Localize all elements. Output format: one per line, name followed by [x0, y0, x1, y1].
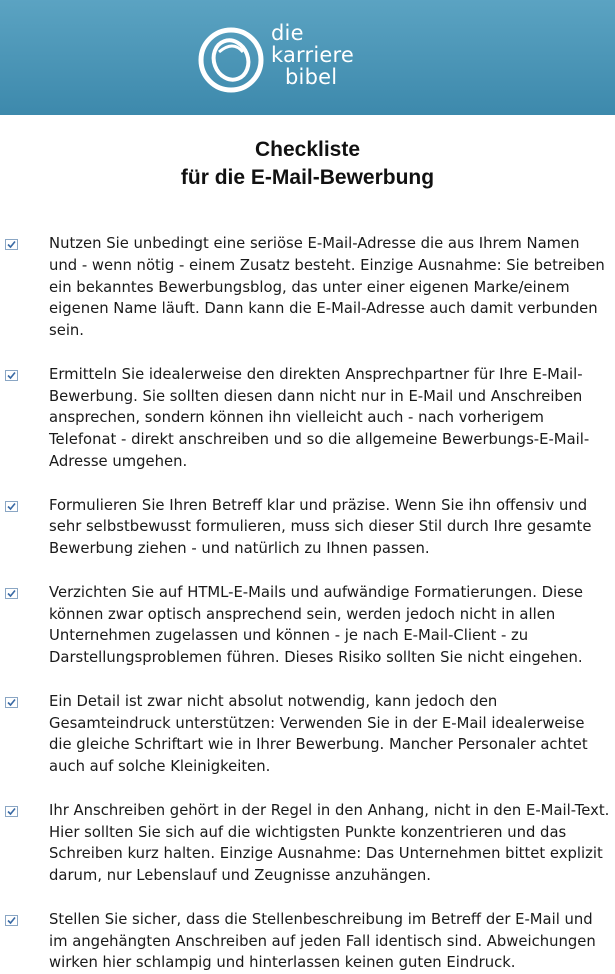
checklist-item-text: Ihr Anschreiben gehört in der Regel in den Anhang, nicht in den E-Mail-Text. Hier sollten Sie sich auf die wichtigsten Punkte konzentrieren und das Schreiben kurz halten. Einzige Ausnahme: Das Unternehmen bittet explizit darum, nur Lebenslauf und Zeugnisse anzuhängen. — [49, 801, 610, 885]
logo-text-line-2: karriere — [271, 43, 355, 67]
checkbox-checked-icon — [5, 697, 18, 708]
checklist-item-text: Stellen Sie sicher, dass die Stellenbeschreibung im Betreff der E-Mail und im angehängten Anschreiben auf jeden Fall identisch sind. Abweichungen wirken hier schlampig und hinterlassen keinen guten Eindruck. — [49, 910, 596, 972]
page-title — [0, 136, 615, 192]
checkbox-checked-icon — [5, 806, 18, 817]
swirl-logo-icon — [197, 22, 267, 94]
checklist-item — [0, 233, 615, 342]
checklist-item — [0, 909, 615, 974]
checklist-item — [0, 582, 615, 669]
checklist-item-text: Nutzen Sie unbedingt eine seriöse E-Mail-Adresse die aus Ihrem Namen und - wenn nötig - einem Zusatz besteht. Einzige Ausnahme: Sie betreiben ein bekanntes Bewerbungsblog, das unter einer eigenen Marke/einem eigenen Name läuft. Dann kann die E-Mail-Adresse auch damit verbunden sein. — [49, 235, 605, 340]
checklist-item — [0, 800, 615, 887]
checkbox-checked-icon — [5, 588, 18, 599]
checkbox-checked-icon — [5, 915, 18, 926]
checklist-item-text: Ein Detail ist zwar nicht absolut notwendig, kann jedoch den Gesamteindruck unterstützen: Verwenden Sie in der E-Mail idealerweise die gleiche Schriftart wie in Ihrer Bewerbung. Mancher Personaler achtet auch auf solche Kleinigkeiten. — [49, 692, 588, 776]
title-line-1: Checkliste — [254, 138, 361, 161]
checklist-item — [0, 364, 615, 473]
logo-text-line-3: bibel — [285, 65, 338, 89]
checklist-item — [0, 691, 615, 778]
checklist-item — [0, 495, 615, 560]
checkbox-checked-icon — [5, 370, 18, 381]
title-line-2: für die E-Mail-Bewerbung — [180, 166, 435, 189]
checkbox-checked-icon — [5, 501, 18, 512]
checklist-item-text: Ermitteln Sie idealerweise den direkten Ansprechpartner für Ihre E-Mail-Bewerbung. Sie sollten diesen dann nicht nur in E-Mail und Anschreiben ansprechen, sondern können ihn vielleicht auch - nach vorherigem Telefonat - direkt anschreiben und so die allgemeine Bewerbungs-E-Mail-Adresse umgehen. — [49, 365, 590, 470]
checklist — [0, 233, 615, 974]
karrierebibel-logo[interactable] — [197, 22, 377, 94]
logo-text-line-1: die — [271, 21, 304, 45]
checklist-item-text: Formulieren Sie Ihren Betreff klar und präzise. Wenn Sie ihn offensiv und sehr selbstbewusst formulieren, muss sich dieser Stil durch Ihre gesamte Bewerbung ziehen - und natürlich zu Ihnen passen. — [49, 496, 592, 558]
header-banner — [0, 0, 615, 115]
checklist-item-text: Verzichten Sie auf HTML-E-Mails und aufwändige Formatierungen. Diese können zwar optisch ansprechend sein, werden jedoch nicht in allen Unternehmen zugelassen und können - je nach E-Mail-Client - zu Darstellungsproblemen führen. Dieses Risiko sollten Sie nicht eingehen. — [49, 583, 584, 667]
checkbox-checked-icon — [5, 239, 18, 250]
